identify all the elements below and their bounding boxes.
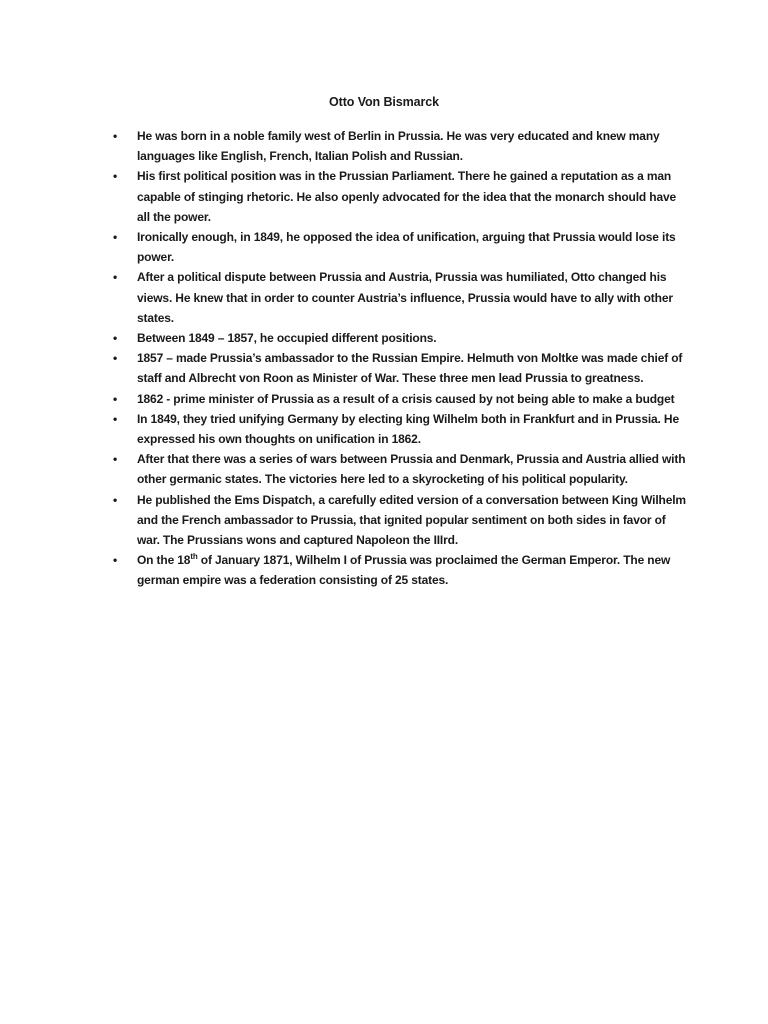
- list-item-text: 1857 – made Prussia’s ambassador to the Russian Empire. Helmuth von Moltke was made chief of staff and Albrecht von Roon as Minister of War. These three men lead Prussia to greatness.: [137, 351, 683, 386]
- list-item: [109, 348, 689, 388]
- list-item-text: 1862 - prime minister of Prussia as a result of a crisis caused by not being able to make a budget: [137, 391, 675, 406]
- list-item: [109, 409, 689, 449]
- list-item-text: In 1849, they tried unifying Germany by electing king Wilhelm both in Frankfurt and in Prussia. He expressed his own thoughts on unification in 1862.: [137, 411, 679, 447]
- bullet-icon: •: [113, 553, 118, 568]
- list-item: [109, 328, 689, 348]
- list-item: [109, 449, 689, 489]
- bullet-icon: •: [113, 452, 118, 467]
- bullet-icon: •: [113, 391, 118, 406]
- list-item-text-pre: On the 18: [137, 553, 191, 568]
- list-item: [109, 267, 689, 328]
- bullet-icon: •: [113, 492, 118, 507]
- list-item: [109, 490, 689, 551]
- document-title: Otto Von Bismarck: [329, 95, 439, 109]
- list-item: [109, 166, 689, 227]
- list-item: [109, 389, 689, 409]
- bullet-icon: •: [113, 230, 118, 245]
- bullet-icon: •: [113, 411, 118, 426]
- list-item-text: Ironically enough, in 1849, he opposed the idea of unification, arguing that Prussia would lose its power.: [137, 230, 676, 265]
- bullet-icon: •: [113, 270, 118, 285]
- list-item-text: He was born in a noble family west of Berlin in Prussia. He was very educated and knew many languages like English, French, Italian Polish and Russian.: [137, 129, 660, 164]
- list-item: [109, 126, 689, 166]
- list-item: [109, 227, 689, 267]
- list-item-text: Between 1849 – 1857, he occupied different positions.: [137, 331, 437, 346]
- list-item: [109, 550, 689, 590]
- list-item-text: He published the Ems Dispatch, a carefully edited version of a conversation between King Wilhelm and the French ambassador to Prussia, that ignited popular sentiment on both sides in favor of war. The Prussians wons and captured Napoleon the IIIrd.: [137, 492, 686, 548]
- bullet-icon: •: [113, 351, 118, 366]
- list-item-text: His first political position was in the Prussian Parliament. There he gained a reputation as a man capable of stinging rhetoric. He also openly advocated for the idea that the monarch should have all the power.: [137, 169, 677, 224]
- list-item-text: After a political dispute between Prussia and Austria, Prussia was humiliated, Otto changed his views. He knew that in order to counter Austria’s influence, Prussia would have to ally with other states.: [137, 270, 673, 325]
- list-item-text: [137, 553, 670, 587]
- ordinal-superscript: th: [190, 552, 198, 562]
- list-item-text: After that there was a series of wars between Prussia and Denmark, Prussia and Austria allied with other germanic states. The victories here led to a skyrocketing of his political popularity.: [137, 452, 686, 487]
- list-item-text-post: of January 1871, Wilhelm I of Prussia was proclaimed the German Emperor. The new german empire was a federation consisting of 25 states.: [137, 553, 671, 588]
- bullet-icon: •: [113, 129, 118, 143]
- bullet-icon: •: [113, 331, 118, 346]
- bullet-list: [109, 126, 689, 591]
- bullet-icon: •: [113, 169, 118, 184]
